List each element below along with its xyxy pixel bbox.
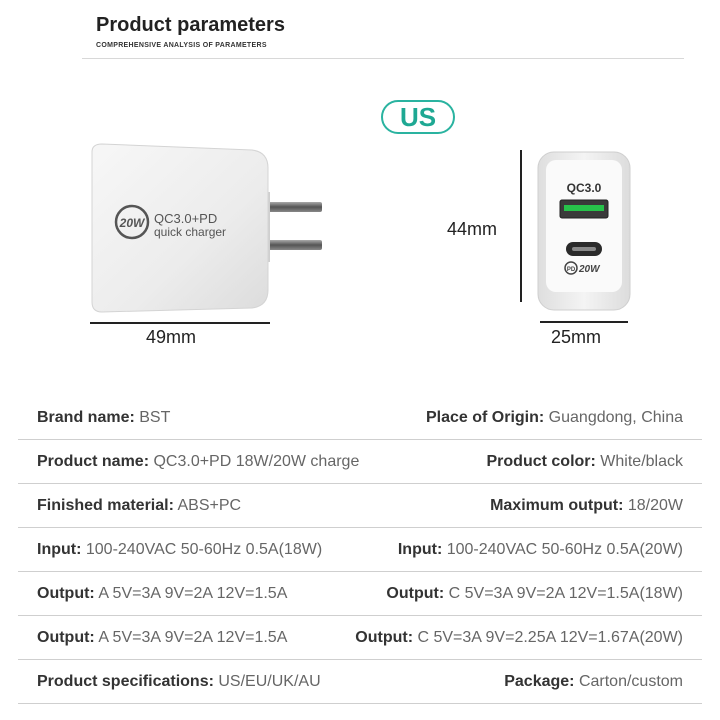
height-dimension-line (520, 150, 522, 302)
spec-value: A 5V=3A 9V=2A 12V=1.5A (98, 629, 288, 646)
spec-right-cell (355, 629, 683, 647)
spec-key: Output: (386, 585, 445, 602)
spec-row (18, 528, 702, 572)
depth-dimension-line (540, 321, 628, 323)
spec-key: Product color: (486, 453, 596, 470)
page-subtitle: COMPREHENSIVE ANALYSIS OF PARAMETERS (96, 42, 267, 49)
charger-front-image (84, 140, 344, 320)
spec-key: Output: (37, 585, 95, 602)
spec-right-cell (504, 673, 683, 691)
spec-value: 100-240VAC 50-60Hz 0.5A(18W) (85, 541, 323, 558)
port-a-label: QC3.0 (566, 181, 602, 195)
spec-key: Input: (397, 541, 443, 558)
spec-value: QC3.0+PD 18W/20W charge (153, 453, 360, 470)
spec-left-cell (37, 453, 359, 471)
height-dimension-label: 44mm (447, 219, 498, 239)
spec-left-cell (37, 585, 287, 603)
spec-right-cell (490, 497, 683, 515)
width-dimension-label: 49mm (146, 327, 197, 347)
pd-logo-text: PD (566, 267, 576, 273)
spec-left-cell (37, 497, 241, 515)
spec-value: Guangdong, China (548, 409, 683, 426)
spec-left-cell (37, 629, 287, 647)
spec-value: White/black (600, 453, 683, 470)
depth-dimension-label: 25mm (551, 327, 602, 347)
spec-key: Package: (504, 673, 575, 690)
port-c-watt-text: 20W (579, 264, 600, 275)
spec-value: ABS+PC (177, 497, 242, 514)
width-dimension-line (90, 322, 270, 324)
spec-row (18, 440, 702, 484)
page-title: Product parameters (96, 14, 285, 36)
charger-watt-badge: 20W (119, 216, 145, 230)
spec-row (18, 660, 702, 704)
spec-key: Maximum output: (490, 497, 624, 514)
spec-key: Product specifications: (37, 673, 214, 690)
spec-key: Product name: (37, 453, 150, 470)
header-divider (82, 58, 684, 59)
spec-value: C 5V=3A 9V=2.25A 12V=1.67A(20W) (417, 629, 683, 646)
spec-row (18, 396, 702, 440)
spec-table (18, 396, 702, 704)
spec-value: US/EU/UK/AU (218, 673, 321, 690)
region-badge: US (381, 100, 455, 134)
charger-side-image (536, 150, 636, 315)
spec-row (18, 572, 702, 616)
spec-left-cell (37, 541, 322, 559)
charger-model-text: QC3.0+PD (154, 211, 218, 226)
spec-value: C 5V=3A 9V=2A 12V=1.5A(18W) (448, 585, 683, 602)
spec-value: A 5V=3A 9V=2A 12V=1.5A (98, 585, 288, 602)
spec-key: Place of Origin: (425, 409, 545, 426)
spec-right-cell (398, 541, 683, 559)
spec-key: Brand name: (37, 409, 135, 426)
spec-key: Input: (37, 541, 82, 558)
spec-left-cell (37, 409, 170, 427)
charger-desc-text: quick charger (154, 225, 227, 239)
spec-left-cell (37, 673, 321, 691)
spec-key: Finished material: (37, 497, 174, 514)
spec-key: Output: (355, 629, 414, 646)
spec-value: 100-240VAC 50-60Hz 0.5A(20W) (446, 541, 683, 558)
spec-right-cell (426, 409, 683, 427)
spec-row (18, 484, 702, 528)
spec-key: Output: (37, 629, 95, 646)
spec-right-cell (487, 453, 684, 471)
spec-row (18, 616, 702, 660)
spec-value: Carton/custom (578, 673, 683, 690)
spec-right-cell (386, 585, 683, 603)
spec-value: 18/20W (627, 497, 683, 514)
spec-value: BST (139, 409, 171, 426)
